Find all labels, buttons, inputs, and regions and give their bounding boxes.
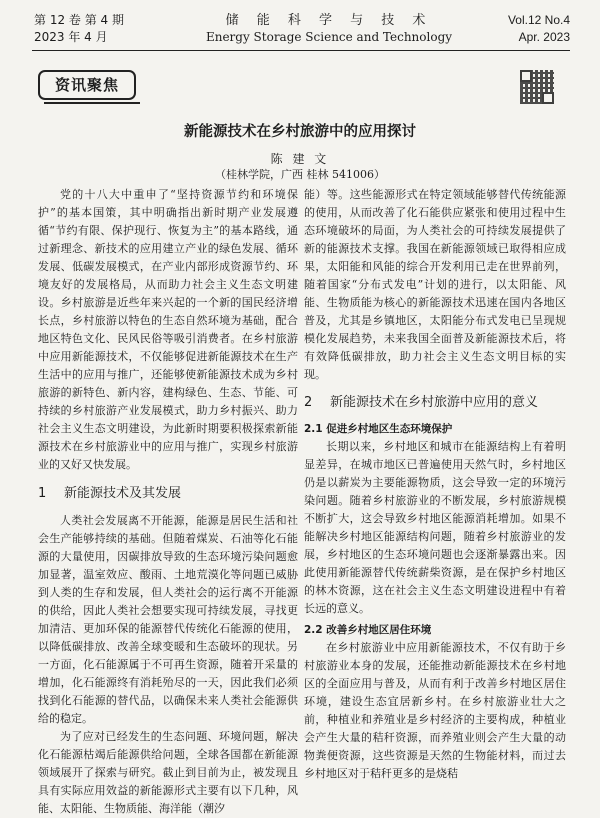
journal-name-en: Energy Storage Science and Technology <box>205 30 453 44</box>
date-en: Apr. 2023 <box>518 30 570 44</box>
section-1-paragraph-2: 为了应对已经发生的生态问题、环境问题，解决化石能源枯竭后能源供给问题，全球各国都在新能源领域展开了探索与研究。截止到目前为止，被发现且具有实际应用效益的新能源形式主要有以下几种，风能、太阳能、生物质能、海洋能（潮汐 <box>38 730 298 815</box>
qr-code-icon <box>520 70 554 104</box>
subsection-2-1-heading: 2.1 促进乡村地区生态环境保护 <box>304 423 453 435</box>
page-header <box>34 12 570 48</box>
section-1-paragraph-1: 人类社会发展离不开能源，能源是居民生活和社会生产能够持续的基础。但随着煤炭、石油等化石能源的大量使用，因碳排放导致的生态环境污染问题愈加显著，温室效应、酸雨、土地荒漠化等问题已威胁到人类的生存和发展，但人类社会的运行离不开能源的供给，因此人类社会想要实现可持续发展，寻找更加清洁、更加环保的能源替代传统化石能源的使用，以降低碳排放、改善全球变暖和生态破坏的现状。另一方面，化石能源属于不可再生资源，随着开采量的增加，化石能源终有消耗殆尽的一天，因此我们必须找到化石能源的替代品，以确保未来人类社会能源供给的稳定。 <box>38 514 298 725</box>
date-cn: 2023 年 4 月 <box>34 30 108 44</box>
section-2-title: 新能源技术在乡村旅游中应用的意义 <box>330 395 539 410</box>
continued-paragraph: 能）等。这些能源形式在特定领域能够替代传统能源的使用，从而改善了化石能供应紧张和使用过程中生态环境破坏的局面，为人类社会的可持续发展提供了新的能源技术支撑。我国在新能源领域已取得相应成果，太阳能和风能的综合开发利用已走在世界前列，随着国家“分布式发电”计划的进行，以太阳能、风能、生物质能为核心的新能源技术迅速在国内各地区普及，尤其是乡镇地区，太阳能分布式发电已呈现规模化发展趋势，未来我国全面普及新能源技术后，将有效降低碳排放，助力社会主义生态文明目标的实现。 <box>304 188 566 381</box>
subsection-2-2-paragraph: 在乡村旅游业中应用新能源技术，不仅有助于乡村旅游业本身的发展，还能推动新能源技术在乡村地区的全面应用与普及，从而有利于改善乡村地区居住环境，建设生态宜居新乡村。在乡村旅游业壮大之前，种植业和养殖业是乡村经济的主要构成，种植业会产生大量的秸秆资源，而养殖业则会产生大量的动物粪便资源，这些资源是天然的生物能材料，而过去乡村地区对于秸秆更多的是烧秸 <box>304 641 566 780</box>
column-tag: 资讯聚焦 <box>38 70 136 100</box>
left-column <box>38 186 298 815</box>
volume-cn: 第 12 卷 第 4 期 <box>34 13 124 27</box>
article-title: 新能源技术在乡村旅游中的应用探讨 <box>184 124 416 140</box>
intro-paragraph: 党的十八大中重申了“坚持资源节约和环境保护”的基本国策，其中明确指出新时期产业发展遵循“节约有限、保护现行、恢复为主”的基本路线，通过新理念、新技术的应用建立产业的绿色发展、循环发展、低碳发展模式，在产业内部形成资源节约、环境友好的发展格局，从而助力社会主义生态文明建设。乡村旅游是近些年来兴起的一个新的国民经济增长点，乡村旅游以特色的生态自然环境为基础，配合地区特色文化、民风民俗等吸引消费者。在乡村旅游中应用新能源技术，不仅能够促进新能源技术在生产生活中的应用与推广，还能够使新能源技术成为乡村旅游的新特色、新内容，建构绿色、生态、节能、可持续的乡村旅游产业发展模式，助力乡村振兴、助力社会主义生态文明建设，为此新时期要积极探索新能源技术在乡村旅游业中的应用与推广，实现乡村旅游业的又好又快发展。 <box>38 188 298 471</box>
section-2-heading <box>304 393 566 413</box>
section-1-title: 新能源技术及其发展 <box>64 486 182 501</box>
section-1-number: 1 <box>38 486 47 501</box>
header-left <box>34 12 124 46</box>
author: 陈 建 文 <box>270 152 330 166</box>
right-column <box>304 186 566 780</box>
affiliation: （桂林学院，广西 桂林 541006） <box>215 168 385 181</box>
section-1-heading <box>38 483 298 505</box>
journal-name-cn: 储 能 科 学 与 技 术 <box>225 13 433 28</box>
header-right <box>508 12 570 46</box>
section-2-number: 2 <box>304 395 313 410</box>
volume-en: Vol.12 No.4 <box>507 13 570 27</box>
header-rule <box>32 50 570 51</box>
subsection-2-2-heading: 2.2 改善乡村地区居住环境 <box>304 624 432 636</box>
subsection-2-1-paragraph: 长期以来，乡村地区和城市在能源结构上有着明显差异，在城市地区已普遍使用天然气时，乡村地区仍是以薪炭为主要能源物质，这会导致一定的环境污染问题。随着乡村旅游业的不断发展，乡村旅游规模不断扩大，这会导致乡村地区能源消耗增加。如果不能解决乡村地区能源结构问题，随着乡村旅游业的发展，乡村地区的生态环境问题也会逐渐暴露出来。因此使用新能源替代传统薪柴资源，是在保护乡村地区的林木资源，这在社会主义生态文明建设进程中有着长远的意义。 <box>304 440 566 615</box>
header-center <box>204 12 454 46</box>
